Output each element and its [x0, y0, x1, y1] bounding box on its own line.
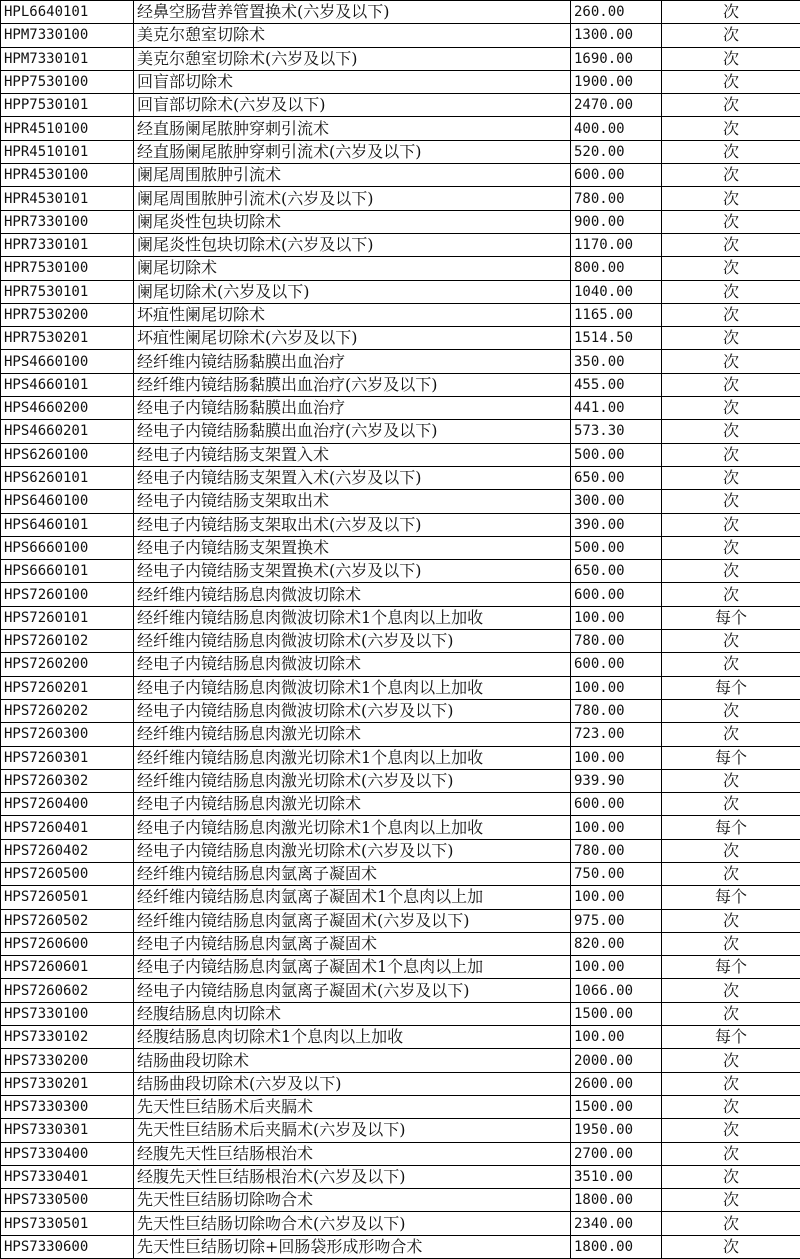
item-code-cell: HPR7330100 [1, 210, 134, 233]
item-unit-cell: 次 [662, 443, 800, 466]
item-name-cell: 先天性巨结肠切除+回肠袋形成形吻合术 [134, 1235, 571, 1258]
item-price-cell: 1066.00 [571, 979, 662, 1002]
item-unit-cell: 次 [662, 630, 800, 653]
item-code-cell: HPS6460101 [1, 513, 134, 536]
table-row [1, 1189, 800, 1212]
item-name-cell: 先天性巨结肠术后夹膈术(六岁及以下) [134, 1119, 571, 1142]
item-name-cell: 经鼻空肠营养管置换术(六岁及以下) [134, 1, 571, 24]
item-unit-cell: 次 [662, 1095, 800, 1118]
item-unit-cell: 次 [662, 140, 800, 163]
table-row [1, 909, 800, 932]
item-price-cell: 1690.00 [571, 47, 662, 70]
item-code-cell: HPM7330101 [1, 47, 134, 70]
item-unit-cell: 次 [662, 909, 800, 932]
item-name-cell: 阑尾周围脓肿引流术(六岁及以下) [134, 187, 571, 210]
table-row [1, 327, 800, 350]
item-unit-cell: 每个 [662, 746, 800, 769]
item-name-cell: 经电子内镜结肠支架置换术 [134, 536, 571, 559]
table-row [1, 187, 800, 210]
table-row [1, 397, 800, 420]
item-price-cell: 780.00 [571, 699, 662, 722]
item-code-cell: HPR4530101 [1, 187, 134, 210]
table-row [1, 699, 800, 722]
item-price-cell: 2340.00 [571, 1212, 662, 1235]
item-code-cell: HPS7260202 [1, 699, 134, 722]
item-name-cell: 经纤维内镜结肠息肉激光切除术 [134, 723, 571, 746]
item-price-cell: 600.00 [571, 653, 662, 676]
item-code-cell: HPS7330301 [1, 1119, 134, 1142]
item-unit-cell: 次 [662, 47, 800, 70]
item-unit-cell: 次 [662, 653, 800, 676]
item-price-cell: 900.00 [571, 210, 662, 233]
item-name-cell: 经电子内镜结肠息肉氩离子凝固术 [134, 932, 571, 955]
item-name-cell: 经腹先天性巨结肠根治术 [134, 1142, 571, 1165]
item-name-cell: 先天性巨结肠术后夹膈术 [134, 1095, 571, 1118]
table-row [1, 1049, 800, 1072]
item-price-cell: 500.00 [571, 443, 662, 466]
item-name-cell: 经直肠阑尾脓肿穿刺引流术(六岁及以下) [134, 140, 571, 163]
item-price-cell: 573.30 [571, 420, 662, 443]
item-unit-cell: 每个 [662, 676, 800, 699]
table-row [1, 94, 800, 117]
item-price-cell: 441.00 [571, 397, 662, 420]
item-price-cell: 350.00 [571, 350, 662, 373]
item-unit-cell: 次 [662, 164, 800, 187]
item-unit-cell: 次 [662, 117, 800, 140]
table-row [1, 769, 800, 792]
item-unit-cell: 次 [662, 1142, 800, 1165]
item-price-cell: 600.00 [571, 164, 662, 187]
item-name-cell: 经电子内镜结肠息肉激光切除术1个息肉以上加收 [134, 816, 571, 839]
item-price-cell: 1500.00 [571, 1095, 662, 1118]
table-row [1, 443, 800, 466]
item-name-cell: 经腹结肠息肉切除术1个息肉以上加收 [134, 1026, 571, 1049]
table-row [1, 1072, 800, 1095]
item-price-cell: 260.00 [571, 1, 662, 24]
item-price-cell: 1800.00 [571, 1189, 662, 1212]
item-price-cell: 455.00 [571, 373, 662, 396]
item-name-cell: 经纤维内镜结肠息肉微波切除术(六岁及以下) [134, 630, 571, 653]
item-name-cell: 经电子内镜结肠黏膜出血治疗(六岁及以下) [134, 420, 571, 443]
item-code-cell: HPR7530100 [1, 257, 134, 280]
item-price-cell: 723.00 [571, 723, 662, 746]
item-price-cell: 400.00 [571, 117, 662, 140]
item-name-cell: 经纤维内镜结肠息肉氩离子凝固术 [134, 862, 571, 885]
item-unit-cell: 次 [662, 373, 800, 396]
item-name-cell: 经纤维内镜结肠息肉激光切除术1个息肉以上加收 [134, 746, 571, 769]
item-price-cell: 750.00 [571, 862, 662, 885]
item-price-cell: 1500.00 [571, 1002, 662, 1025]
table-row [1, 886, 800, 909]
item-price-cell: 100.00 [571, 676, 662, 699]
item-unit-cell: 次 [662, 1235, 800, 1258]
item-unit-cell: 次 [662, 187, 800, 210]
item-code-cell: HPS7330300 [1, 1095, 134, 1118]
item-price-cell: 300.00 [571, 490, 662, 513]
item-name-cell: 经纤维内镜结肠息肉氩离子凝固术(六岁及以下) [134, 909, 571, 932]
item-name-cell: 经电子内镜结肠息肉微波切除术 [134, 653, 571, 676]
item-price-cell: 600.00 [571, 793, 662, 816]
table-row [1, 536, 800, 559]
item-price-cell: 2700.00 [571, 1142, 662, 1165]
item-unit-cell: 次 [662, 979, 800, 1002]
item-name-cell: 回盲部切除术 [134, 70, 571, 93]
table-row [1, 653, 800, 676]
item-price-cell: 2000.00 [571, 1049, 662, 1072]
item-code-cell: HPS7330600 [1, 1235, 134, 1258]
item-name-cell: 阑尾周围脓肿引流术 [134, 164, 571, 187]
table-row [1, 420, 800, 443]
item-code-cell: HPS7330201 [1, 1072, 134, 1095]
item-code-cell: HPS7260500 [1, 862, 134, 885]
item-unit-cell: 次 [662, 793, 800, 816]
item-unit-cell: 次 [662, 839, 800, 862]
item-unit-cell: 次 [662, 1212, 800, 1235]
item-code-cell: HPS7330501 [1, 1212, 134, 1235]
item-name-cell: 经电子内镜结肠支架置换术(六岁及以下) [134, 560, 571, 583]
table-row [1, 816, 800, 839]
item-unit-cell: 次 [662, 862, 800, 885]
item-code-cell: HPS7260100 [1, 583, 134, 606]
item-unit-cell: 次 [662, 327, 800, 350]
item-price-cell: 100.00 [571, 956, 662, 979]
item-name-cell: 先天性巨结肠切除吻合术(六岁及以下) [134, 1212, 571, 1235]
item-code-cell: HPS6460100 [1, 490, 134, 513]
item-price-cell: 1170.00 [571, 233, 662, 256]
table-row [1, 583, 800, 606]
item-code-cell: HPS6660100 [1, 536, 134, 559]
table-row [1, 1002, 800, 1025]
item-price-cell: 100.00 [571, 606, 662, 629]
item-name-cell: 坏疽性阑尾切除术(六岁及以下) [134, 327, 571, 350]
table-row [1, 280, 800, 303]
item-code-cell: HPS7260502 [1, 909, 134, 932]
item-code-cell: HPR4510100 [1, 117, 134, 140]
item-name-cell: 经电子内镜结肠支架置入术(六岁及以下) [134, 466, 571, 489]
item-name-cell: 经电子内镜结肠息肉激光切除术 [134, 793, 571, 816]
item-price-cell: 650.00 [571, 560, 662, 583]
item-name-cell: 阑尾切除术 [134, 257, 571, 280]
item-unit-cell: 次 [662, 490, 800, 513]
item-code-cell: HPS4660101 [1, 373, 134, 396]
item-price-cell: 1900.00 [571, 70, 662, 93]
item-code-cell: HPS7260600 [1, 932, 134, 955]
item-name-cell: 阑尾炎性包块切除术 [134, 210, 571, 233]
item-code-cell: HPS4660200 [1, 397, 134, 420]
item-name-cell: 经腹结肠息肉切除术 [134, 1002, 571, 1025]
item-unit-cell: 次 [662, 397, 800, 420]
item-code-cell: HPR4530100 [1, 164, 134, 187]
table-row [1, 676, 800, 699]
item-unit-cell: 次 [662, 303, 800, 326]
table-row [1, 956, 800, 979]
item-name-cell: 美克尔憩室切除术(六岁及以下) [134, 47, 571, 70]
item-name-cell: 经直肠阑尾脓肿穿刺引流术 [134, 117, 571, 140]
item-name-cell: 结肠曲段切除术 [134, 1049, 571, 1072]
table-row [1, 862, 800, 885]
item-unit-cell: 次 [662, 932, 800, 955]
item-code-cell: HPS6660101 [1, 560, 134, 583]
item-code-cell: HPS4660100 [1, 350, 134, 373]
item-code-cell: HPS7260301 [1, 746, 134, 769]
item-name-cell: 经纤维内镜结肠息肉激光切除术(六岁及以下) [134, 769, 571, 792]
item-name-cell: 坏疽性阑尾切除术 [134, 303, 571, 326]
table-row [1, 117, 800, 140]
item-price-cell: 800.00 [571, 257, 662, 280]
item-code-cell: HPS4660201 [1, 420, 134, 443]
item-unit-cell: 每个 [662, 886, 800, 909]
table-row [1, 70, 800, 93]
item-name-cell: 经腹先天性巨结肠根治术(六岁及以下) [134, 1165, 571, 1188]
table-row [1, 630, 800, 653]
item-unit-cell: 次 [662, 1189, 800, 1212]
item-code-cell: HPS7260400 [1, 793, 134, 816]
table-row [1, 606, 800, 629]
item-code-cell: HPS7260401 [1, 816, 134, 839]
table-row [1, 839, 800, 862]
item-price-cell: 2600.00 [571, 1072, 662, 1095]
item-unit-cell: 次 [662, 583, 800, 606]
table-row [1, 723, 800, 746]
item-code-cell: HPR7530101 [1, 280, 134, 303]
item-price-cell: 390.00 [571, 513, 662, 536]
item-unit-cell: 次 [662, 257, 800, 280]
item-name-cell: 经电子内镜结肠息肉微波切除术1个息肉以上加收 [134, 676, 571, 699]
item-unit-cell: 次 [662, 536, 800, 559]
item-code-cell: HPR7330101 [1, 233, 134, 256]
table-row [1, 164, 800, 187]
table-row [1, 1, 800, 24]
item-price-cell: 1800.00 [571, 1235, 662, 1258]
item-code-cell: HPS7260601 [1, 956, 134, 979]
item-code-cell: HPS6260100 [1, 443, 134, 466]
table-row [1, 350, 800, 373]
table-row [1, 210, 800, 233]
item-price-cell: 2470.00 [571, 94, 662, 117]
table-row [1, 513, 800, 536]
item-unit-cell: 次 [662, 70, 800, 93]
item-name-cell: 结肠曲段切除术(六岁及以下) [134, 1072, 571, 1095]
item-name-cell: 回盲部切除术(六岁及以下) [134, 94, 571, 117]
item-name-cell: 美克尔憩室切除术 [134, 24, 571, 47]
item-name-cell: 经纤维内镜结肠黏膜出血治疗 [134, 350, 571, 373]
item-price-cell: 650.00 [571, 466, 662, 489]
item-code-cell: HPR4510101 [1, 140, 134, 163]
item-unit-cell: 次 [662, 1165, 800, 1188]
item-price-cell: 1300.00 [571, 24, 662, 47]
item-unit-cell: 次 [662, 513, 800, 536]
item-unit-cell: 次 [662, 210, 800, 233]
item-unit-cell: 每个 [662, 606, 800, 629]
item-unit-cell: 每个 [662, 956, 800, 979]
item-unit-cell: 次 [662, 466, 800, 489]
item-unit-cell: 次 [662, 560, 800, 583]
item-code-cell: HPS7260101 [1, 606, 134, 629]
item-price-cell: 1514.50 [571, 327, 662, 350]
table-row [1, 560, 800, 583]
item-code-cell: HPS7330100 [1, 1002, 134, 1025]
table-row [1, 490, 800, 513]
item-price-cell: 780.00 [571, 630, 662, 653]
item-unit-cell: 次 [662, 723, 800, 746]
item-price-cell: 780.00 [571, 187, 662, 210]
item-name-cell: 经电子内镜结肠息肉氩离子凝固术1个息肉以上加 [134, 956, 571, 979]
item-name-cell: 阑尾炎性包块切除术(六岁及以下) [134, 233, 571, 256]
item-price-cell: 939.90 [571, 769, 662, 792]
item-unit-cell: 次 [662, 1049, 800, 1072]
table-row [1, 932, 800, 955]
item-price-cell: 100.00 [571, 816, 662, 839]
item-price-cell: 1950.00 [571, 1119, 662, 1142]
price-table-body [1, 1, 800, 1259]
item-name-cell: 经纤维内镜结肠黏膜出血治疗(六岁及以下) [134, 373, 571, 396]
item-code-cell: HPS7330401 [1, 1165, 134, 1188]
item-unit-cell: 次 [662, 699, 800, 722]
item-name-cell: 经纤维内镜结肠息肉微波切除术 [134, 583, 571, 606]
item-name-cell: 经纤维内镜结肠息肉微波切除术1个息肉以上加收 [134, 606, 571, 629]
table-row [1, 466, 800, 489]
item-code-cell: HPS7260302 [1, 769, 134, 792]
item-name-cell: 经电子内镜结肠黏膜出血治疗 [134, 397, 571, 420]
item-code-cell: HPS7330400 [1, 1142, 134, 1165]
item-name-cell: 经电子内镜结肠支架取出术 [134, 490, 571, 513]
item-code-cell: HPS6260101 [1, 466, 134, 489]
item-code-cell: HPS7260300 [1, 723, 134, 746]
table-row [1, 24, 800, 47]
item-code-cell: HPS7260402 [1, 839, 134, 862]
table-row [1, 257, 800, 280]
item-unit-cell: 次 [662, 233, 800, 256]
table-row [1, 1235, 800, 1258]
item-code-cell: HPR7530200 [1, 303, 134, 326]
item-code-cell: HPS7260501 [1, 886, 134, 909]
item-code-cell: HPP7530101 [1, 94, 134, 117]
item-unit-cell: 每个 [662, 1026, 800, 1049]
table-row [1, 1165, 800, 1188]
item-code-cell: HPS7330102 [1, 1026, 134, 1049]
item-unit-cell: 次 [662, 1002, 800, 1025]
item-price-cell: 1165.00 [571, 303, 662, 326]
item-code-cell: HPS7330500 [1, 1189, 134, 1212]
table-row [1, 1026, 800, 1049]
item-code-cell: HPS7260200 [1, 653, 134, 676]
item-unit-cell: 次 [662, 24, 800, 47]
item-name-cell: 经电子内镜结肠支架取出术(六岁及以下) [134, 513, 571, 536]
item-price-cell: 100.00 [571, 1026, 662, 1049]
item-code-cell: HPP7530100 [1, 70, 134, 93]
item-code-cell: HPS7260602 [1, 979, 134, 1002]
item-price-cell: 100.00 [571, 886, 662, 909]
item-code-cell: HPS7330200 [1, 1049, 134, 1072]
item-name-cell: 阑尾切除术(六岁及以下) [134, 280, 571, 303]
item-unit-cell: 次 [662, 94, 800, 117]
item-price-cell: 520.00 [571, 140, 662, 163]
item-unit-cell: 次 [662, 350, 800, 373]
table-row [1, 1142, 800, 1165]
item-name-cell: 经电子内镜结肠支架置入术 [134, 443, 571, 466]
item-name-cell: 经纤维内镜结肠息肉氩离子凝固术1个息肉以上加 [134, 886, 571, 909]
item-unit-cell: 次 [662, 1, 800, 24]
table-row [1, 1119, 800, 1142]
item-unit-cell: 次 [662, 769, 800, 792]
item-unit-cell: 次 [662, 1119, 800, 1142]
table-row [1, 303, 800, 326]
table-row [1, 140, 800, 163]
table-row [1, 979, 800, 1002]
table-row [1, 1212, 800, 1235]
table-row [1, 793, 800, 816]
item-code-cell: HPL6640101 [1, 1, 134, 24]
item-price-cell: 600.00 [571, 583, 662, 606]
item-code-cell: HPS7260201 [1, 676, 134, 699]
item-price-cell: 100.00 [571, 746, 662, 769]
item-name-cell: 经电子内镜结肠息肉氩离子凝固术(六岁及以下) [134, 979, 571, 1002]
item-price-cell: 820.00 [571, 932, 662, 955]
item-name-cell: 经电子内镜结肠息肉激光切除术(六岁及以下) [134, 839, 571, 862]
table-row [1, 1095, 800, 1118]
item-code-cell: HPS7260102 [1, 630, 134, 653]
item-price-cell: 3510.00 [571, 1165, 662, 1188]
table-row [1, 746, 800, 769]
item-code-cell: HPR7530201 [1, 327, 134, 350]
item-unit-cell: 次 [662, 280, 800, 303]
item-unit-cell: 次 [662, 420, 800, 443]
item-unit-cell: 次 [662, 1072, 800, 1095]
item-unit-cell: 每个 [662, 816, 800, 839]
item-price-cell: 500.00 [571, 536, 662, 559]
item-name-cell: 经电子内镜结肠息肉微波切除术(六岁及以下) [134, 699, 571, 722]
item-code-cell: HPM7330100 [1, 24, 134, 47]
item-price-cell: 975.00 [571, 909, 662, 932]
item-name-cell: 先天性巨结肠切除吻合术 [134, 1189, 571, 1212]
item-price-cell: 1040.00 [571, 280, 662, 303]
item-price-cell: 780.00 [571, 839, 662, 862]
table-row [1, 373, 800, 396]
table-row [1, 47, 800, 70]
table-row [1, 233, 800, 256]
